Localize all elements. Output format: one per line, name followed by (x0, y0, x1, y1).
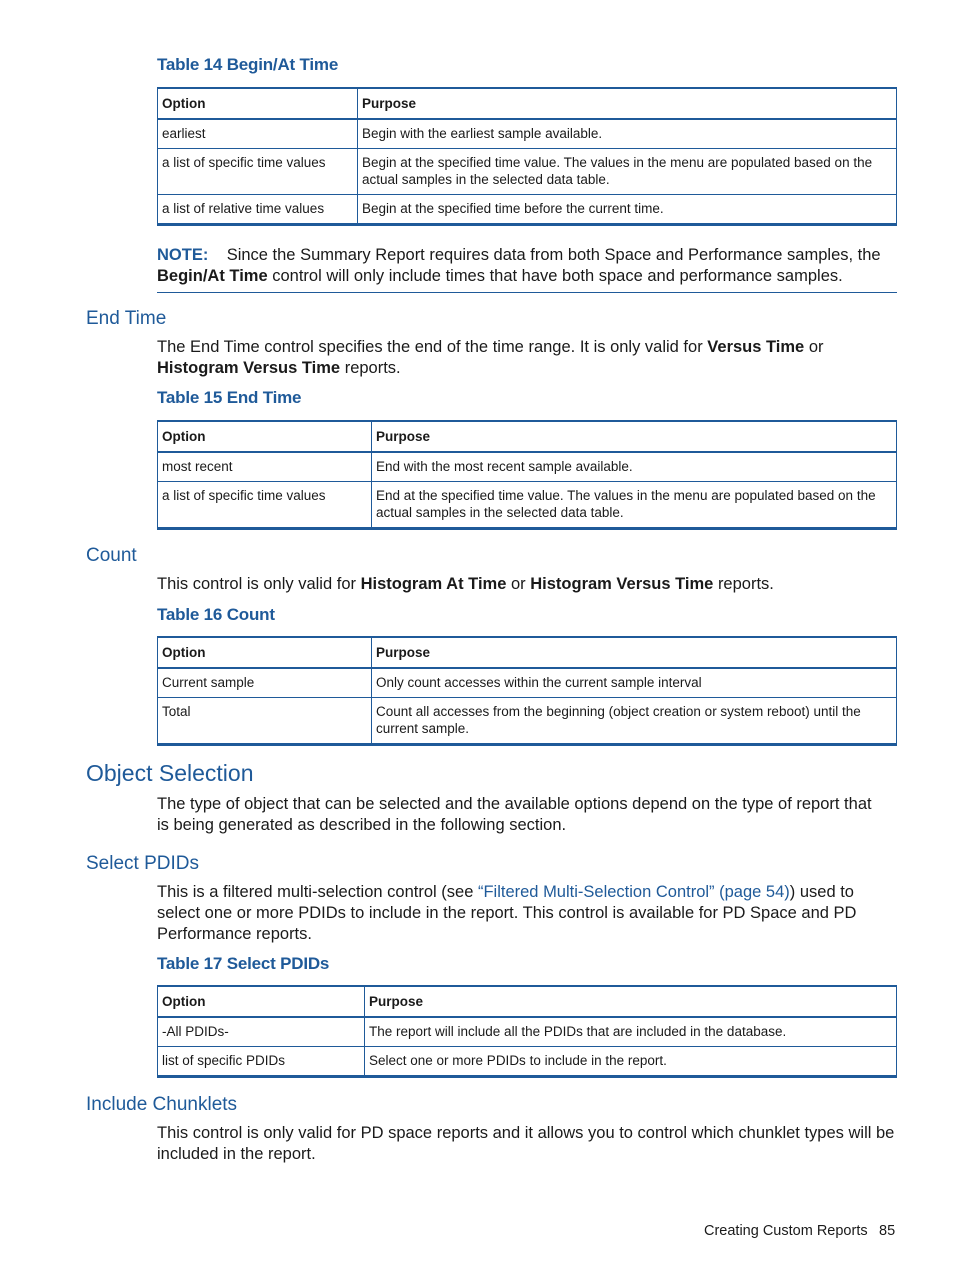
object-selection-paragraph: The type of object that can be selected and the available options depend on the type of report that is being generated as described in the following section. (157, 795, 872, 834)
option-cell: list of specific PDIDs (158, 1047, 365, 1077)
count-text-1: This control is only valid for (157, 575, 356, 593)
purpose-cell: Begin at the specified time value. The values in the menu are populated based on the actual samples in the selected data table. (358, 149, 897, 195)
end-time-bold-2: Histogram Versus Time (157, 359, 341, 377)
column-header-option: Option (158, 88, 358, 119)
table-row (158, 1017, 897, 1047)
note-bold: Begin/At Time (157, 267, 268, 285)
purpose-cell: Begin with the earliest sample available. (358, 119, 897, 149)
table-row (158, 668, 897, 698)
end-time-text-2: or (808, 338, 824, 356)
table-14 (157, 87, 897, 226)
table-15 (157, 420, 897, 530)
option-cell: Current sample (158, 668, 372, 698)
table-row (158, 195, 897, 225)
purpose-cell: Begin at the specified time before the current time. (358, 195, 897, 225)
section-heading-count: Count (86, 545, 137, 566)
option-cell: most recent (158, 452, 372, 482)
column-header-purpose: Purpose (372, 421, 897, 452)
note-text-1: Since the Summary Report requires data from both Space and Performance samples, the (226, 246, 881, 264)
table-row (158, 452, 897, 482)
table-header-row (158, 421, 897, 452)
purpose-cell: End at the specified time value. The values in the menu are populated based on the actual samples in the selected data table. (372, 482, 897, 529)
option-cell: a list of specific time values (158, 149, 358, 195)
table-header-row (158, 986, 897, 1017)
option-cell: a list of specific time values (158, 482, 372, 529)
end-time-text-1: The End Time control specifies the end of the time range. It is only valid for (157, 338, 703, 356)
count-text-2: or (510, 575, 526, 593)
filtered-multi-selection-link[interactable]: “Filtered Multi-Selection Control” (page 54) (477, 883, 790, 901)
section-heading-include-chunklets: Include Chunklets (86, 1094, 238, 1115)
table-15-caption: Table 15 End Time (157, 388, 302, 407)
table-row (158, 119, 897, 149)
note-divider (157, 292, 897, 293)
end-time-bold-1: Versus Time (707, 338, 805, 356)
table-17 (157, 985, 897, 1078)
column-header-purpose: Purpose (365, 986, 897, 1017)
page-number: 85 (879, 1223, 896, 1239)
select-pdids-text-1: This is a filtered multi-selection control (see (157, 883, 474, 901)
column-header-option: Option (158, 637, 372, 668)
count-text-3: reports. (717, 575, 774, 593)
table-header-row (158, 88, 897, 119)
count-bold-2: Histogram Versus Time (530, 575, 714, 593)
table-row (158, 1047, 897, 1077)
purpose-cell: Only count accesses within the current sample interval (372, 668, 897, 698)
option-cell: Total (158, 698, 372, 745)
purpose-cell: Count all accesses from the beginning (object creation or system reboot) until the current sample. (372, 698, 897, 745)
purpose-cell: End with the most recent sample available. (372, 452, 897, 482)
note-label: NOTE: (157, 246, 209, 264)
option-cell: -All PDIDs- (158, 1017, 365, 1047)
purpose-cell: Select one or more PDIDs to include in the report. (365, 1047, 897, 1077)
note-text-2: control will only include times that have both space and performance samples. (272, 267, 843, 285)
section-heading-end-time: End Time (86, 308, 167, 329)
column-header-option: Option (158, 421, 372, 452)
table-row (158, 698, 897, 745)
section-heading-select-pdids: Select PDIDs (86, 853, 199, 874)
end-time-paragraph (157, 337, 897, 379)
column-header-purpose: Purpose (372, 637, 897, 668)
option-cell: a list of relative time values (158, 195, 358, 225)
table-header-row (158, 637, 897, 668)
option-cell: earliest (158, 119, 358, 149)
table-row (158, 149, 897, 195)
footer-section-title: Creating Custom Reports (704, 1223, 868, 1239)
table-16 (157, 636, 897, 746)
count-paragraph (157, 574, 897, 595)
section-heading-object-selection: Object Selection (86, 760, 254, 786)
include-chunklets-paragraph: This control is only valid for PD space reports and it allows you to control which chunklet types will be included in the report. (157, 1124, 895, 1163)
column-header-purpose: Purpose (358, 88, 897, 119)
select-pdids-text-2: ) used to select one or more PDIDs to include in the report. This control is available for PD Space and PD Performance reports. (157, 883, 857, 943)
select-pdids-paragraph (157, 882, 887, 945)
table-row (158, 482, 897, 529)
table-14-caption: Table 14 Begin/At Time (157, 55, 339, 74)
column-header-option: Option (158, 986, 365, 1017)
note-block (157, 245, 897, 287)
table-16-caption: Table 16 Count (157, 605, 275, 624)
purpose-cell: The report will include all the PDIDs that are included in the database. (365, 1017, 897, 1047)
end-time-text-3: reports. (344, 359, 401, 377)
table-17-caption: Table 17 Select PDIDs (157, 954, 330, 973)
count-bold-1: Histogram At Time (360, 575, 507, 593)
